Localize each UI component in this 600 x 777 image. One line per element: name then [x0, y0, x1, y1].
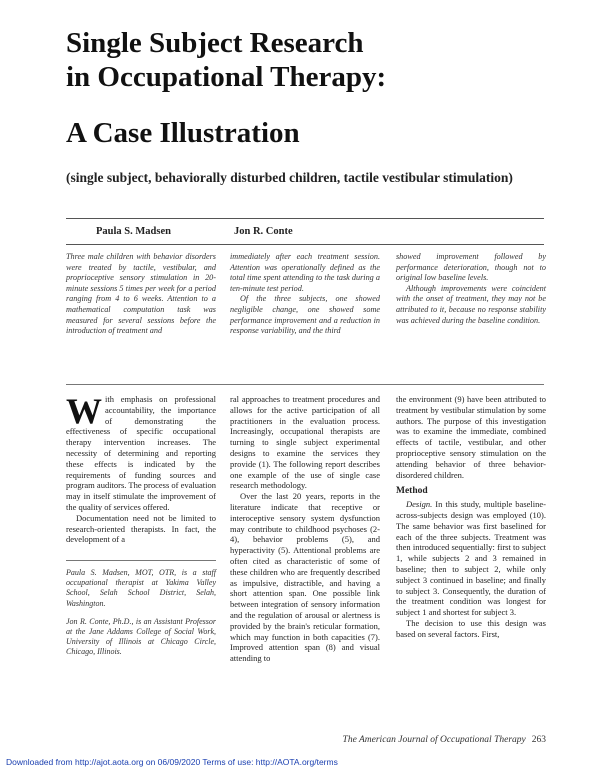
abstract-column-2	[230, 252, 380, 337]
abstract-text: Of the three subjects, one showed negligible change, one showed some performance improvement and a reduction in response variability, and the third	[230, 294, 380, 336]
title-line-3: A Case Illustration	[66, 117, 300, 149]
body-paragraph: The decision to use this design was based on several factors. First,	[396, 617, 546, 639]
body-paragraph: Design. In this study, multiple baseline-across-subjects design was employed (10). The same behavior was first baselined for each of the three subjects. Treatment was then introduced sequentially: first to subject 1, while subjects 2 and 3 remained in baseline; then to subject 2, while only subject 3 continued in baseline; and finally to subject 3. Consequently, the duration of the treatment condition was longest for subject 1 and shortest for subject 3.	[396, 499, 546, 618]
abstract-text: immediately after each treatment session. Attention was operationally defined as the total time spent attending to the task during a ten-minute test period.	[230, 252, 380, 293]
title-line-1: Single Subject Research	[66, 27, 364, 59]
journal-name: The American Journal of Occupational Therapy	[342, 735, 526, 745]
title-line-2: in Occupational Therapy:	[66, 61, 387, 93]
abstract-text: Although improvements were coincident with the onset of treatment, they may not be attributed to it, because no response stability was achieved during the baseline condition.	[396, 283, 546, 325]
body-paragraph: Over the last 20 years, reports in the literature indicate that receptive or interoceptive sensory system dysfunction may contribute to childhood psychoses (2-4), behavior problems (5), and hyperactivity (5). Attentional problems are often cited as characteristic of some of these children who are frequently described as impulsive, distractible, and having a short attention span. One possible link between integration of sensory information and the regulation of arousal or alertness is provided by the brain's reticular formation, which may function in both capacities (7). Improved attention span (8) and visual attending to	[230, 491, 380, 664]
divider	[66, 384, 544, 385]
abstract-text: showed improvement followed by performance deterioration, though not to original low baseline levels.	[396, 252, 546, 283]
drop-cap: W	[66, 391, 102, 431]
abstract-column-1	[66, 252, 216, 337]
body-column-2	[230, 394, 380, 664]
article-title	[66, 26, 546, 94]
author-2: Jon R. Conte	[234, 226, 293, 237]
abstract-column-3	[396, 252, 546, 326]
body-column-3	[396, 394, 546, 640]
body-paragraph: With emphasis on professional accountability, the importance of demonstrating the effectiveness of specific occupational therapy intervention increases. The necessity of determining and reporting these effects is indicated by the requirements of funding sources and program auditors. The process of evaluation may in itself stimulate the improvement of the quality of services offered.	[66, 391, 216, 512]
article-subtitle: (single subject, behaviorally disturbed children, tactile vestibular stimulation)	[66, 170, 513, 185]
section-heading-method: Method	[396, 486, 428, 497]
divider	[66, 244, 544, 245]
author-1: Paula S. Madsen	[96, 226, 171, 237]
page-number: 263	[531, 735, 546, 745]
author-bio-2: Jon R. Conte, Ph.D., is an Assistant Professor at the Jane Addams College of Social Work, University of Illinois at Chicago Circle, Chicago, Illinois.	[66, 616, 216, 657]
design-label: Design.	[406, 499, 433, 510]
download-notice: Downloaded from http://ajot.aota.org on 06/09/2020 Terms of use: http://AOTA.org/terms	[6, 757, 338, 767]
author-bios	[66, 568, 216, 666]
body-paragraph: ral approaches to treatment procedures and allows for the active participation of all practitioners in the evaluation process. Increasingly, occupational therapists are turning to single subject experimental designs to examine the services they provide (1). The following report describes one example of the use of single case research methodology.	[230, 394, 380, 491]
body-column-1	[66, 391, 216, 545]
divider	[66, 218, 544, 219]
body-paragraph: the environment (9) have been attributed to treatment by vestibular stimulation by some authors. The purpose of this investigation was to examine the immediate, combined effects of tactile, vestibular, and other proprioceptive sensory stimulation on the attending behavior of three behavior-disordered children.	[396, 394, 546, 480]
abstract-text: Three male children with behavior disorders were treated by tactile, vestibular, and proprioceptive sensory stimulation in 20-minute sessions 5 times per week for a period ranging from 4 to 6 weeks. Attention to a mathematical computation task was measured for several sessions before the introduction of treatment and	[66, 252, 216, 336]
body-paragraph: Documentation need not be limited to research-oriented therapists. In fact, the development of a	[66, 512, 216, 545]
journal-footer	[300, 735, 546, 745]
author-bio-1: Paula S. Madsen, MOT, OTR, is a staff occupational therapist at Yakima Valley School, Selah School District, Selah, Washington.	[66, 568, 216, 608]
divider	[66, 560, 216, 561]
